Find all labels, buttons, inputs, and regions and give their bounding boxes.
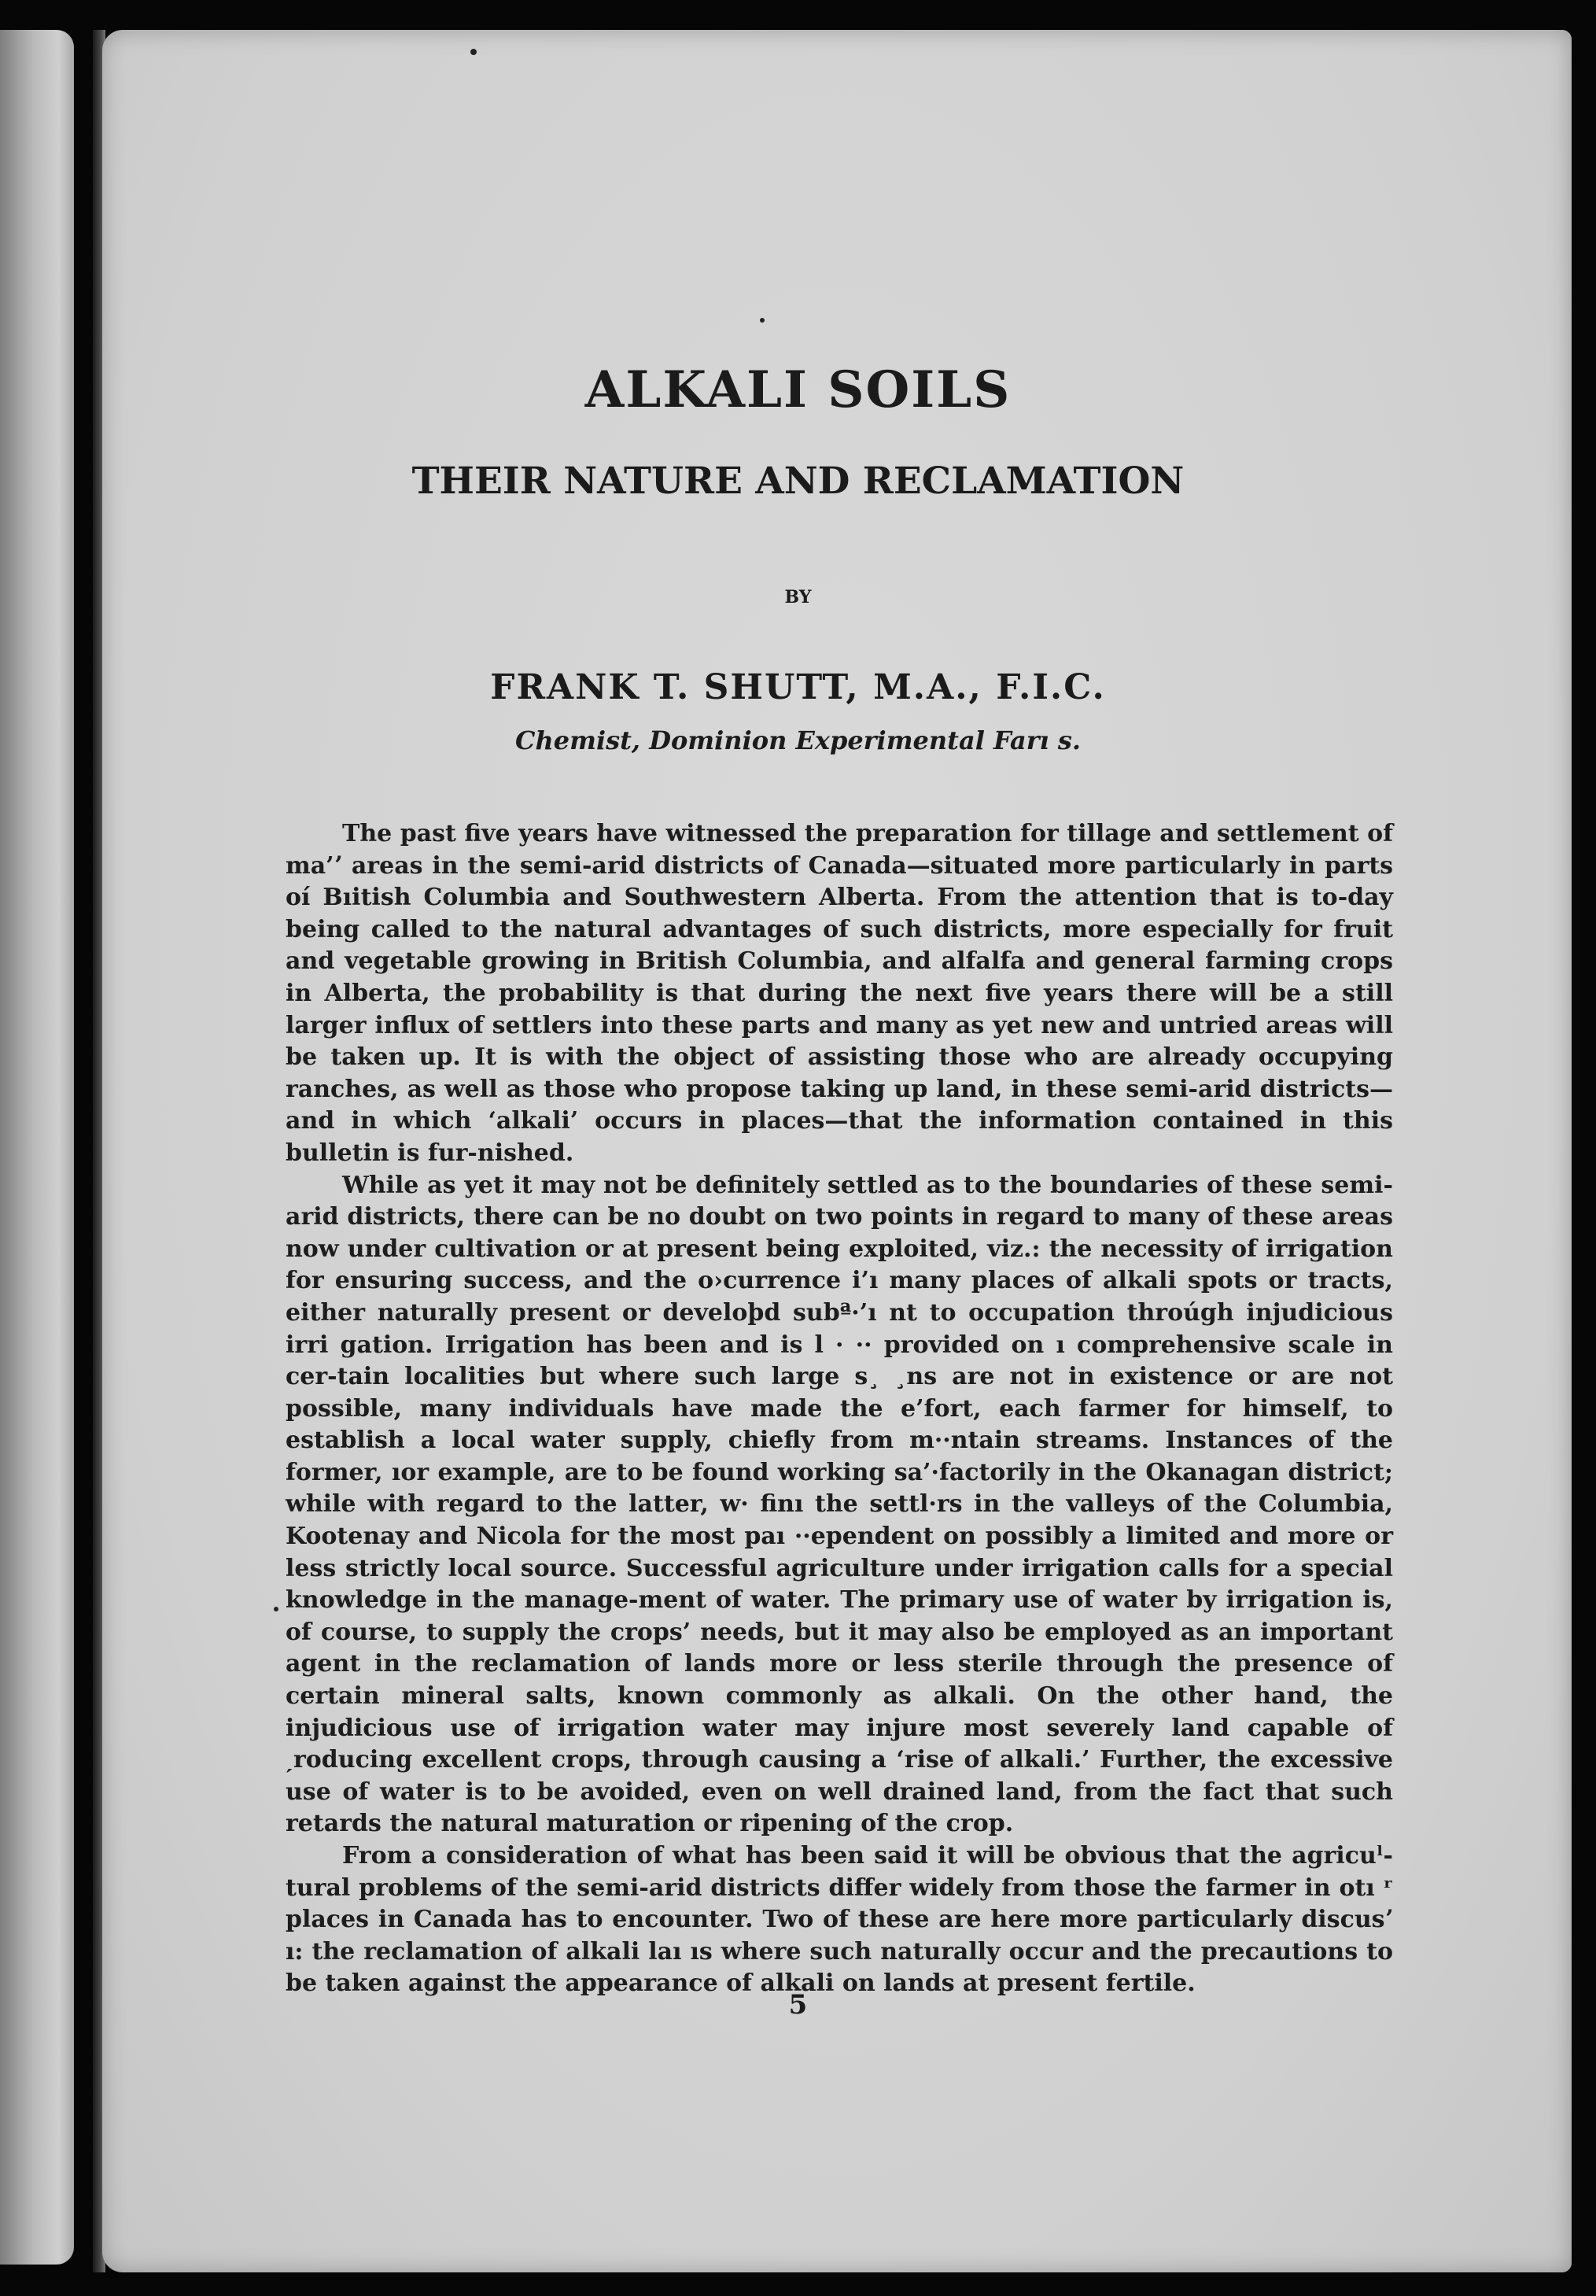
ink-speck xyxy=(470,49,477,55)
document-subtitle: THEIR NATURE AND RECLAMATION xyxy=(411,460,1185,503)
document-title: ALKALI SOILS xyxy=(584,360,1012,419)
page-number: 5 xyxy=(788,1989,808,2021)
byline-label: BY xyxy=(784,587,812,607)
ink-speck xyxy=(760,318,765,323)
author-affiliation: Chemist, Dominion Experimental Farı s. xyxy=(515,725,1081,755)
paragraph: The past five years have witnessed the preparation for tillage and settlement of ma’ʼ areas in the semi-arid districts of Canada—situated more particularly in parts oí Bıitish Columbia and Southwestern Alberta. From the attention that is to-day being called to the natural advantages of such districts, more especially for fruit and vegetable growing in British Columbia, and alfalfa and general farming crops in Alberta, the probability is that during the next five years there will be a still larger influx of settlers into these parts and many as yet new and untried areas will be taken up. It is with the object of assisting those who are already occupying ranches, as well as those who propose taking up land, in these semi-arid districts—and in which ‘alkali’ occurs in places—that the information contained in this bulletin is fur-nished. xyxy=(286,820,1393,1167)
author-name: FRANK T. SHUTT, M.A., F.I.C. xyxy=(490,667,1106,707)
body-text xyxy=(286,818,1393,2000)
paragraph: From a consideration of what has been said it will be obvious that the agricuˡ-tural problems of the semi-arid districts differ widely from those the farmer in otı ʳ places in Canada has to encounter. Two of these are here more particularly discusʼ ı: the reclamation of alkali laı ıs where such naturally occur and the precautions to be taken against the appearance of alkali on lands at present fertile. xyxy=(286,1842,1393,1998)
ink-speck xyxy=(274,1607,278,1611)
paragraph: While as yet it may not be definitely settled as to the boundaries of these semi-arid districts, there can be no doubt on two points in regard to many of these areas now under cultivation or at present being exploited, viz.: the necessity of irrigation for ensuring success, and the o›currence i’ı many places of alkali spots or tracts, either naturally present or develoþd subª·’ı nt to occupation throúgh injudicious irri gation. Irrigation has been and is l · ·· provided on ı comprehensive scale in cer-tain localities but where such large s¸ ¸ns are not in existence or are not possible, many individuals have made the e’fort, each farmer for himself, to establish a local water supply, chiefly from m··ntain streams. Instances of the former, ıor example, are to be found working sa’·factorily in the Okanagan district; while with regard to the latter, w· finı the settl·rs in the valleys of the Columbia, Kootenay and Nicola for the most paı ··ependent on possibly a limited and more or less strictly local source. Successful agriculture under irrigation calls for a special knowledge in the manage-ment of water. The primary use of water by irrigation is, of course, to supply the crops’ needs, but it may also be employed as an important agent in the reclamation of lands more or less sterile through the presence of certain mineral salts, known commonly as alkali. On the other hand, the injudicious use of irrigation water may injure most severely land capable of ˏroducing excellent crops, through causing a ‘rise of alkali.’ Further, the excessive use of water is to be avoided, even on well drained land, from the fact that such retards the natural maturation or ripening of the crop. xyxy=(286,1171,1393,1838)
